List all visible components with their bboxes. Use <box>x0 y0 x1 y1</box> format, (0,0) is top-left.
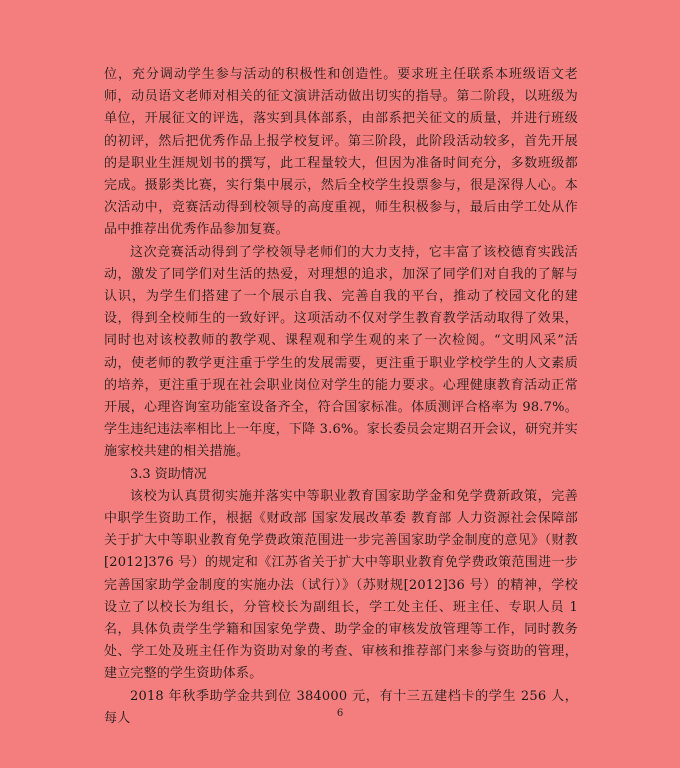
document-page <box>104 64 578 730</box>
section-heading-funding: 3.3 资助情况 <box>130 466 207 482</box>
paragraph-funding-amount: 2018 年秋季助学金共到位 384000 元，有十三五建档卡的学生 256 人，每人 <box>104 688 578 726</box>
page-number: 6 <box>336 708 344 719</box>
paragraph-activity-stages: 位，充分调动学生参与活动的积极性和创造性。要求班主任联系本班级语文老师，动员语文老师对相关的征文演讲活动做出切实的指导。第二阶段，以班级为单位，开展征文的评选，落实到具体部系，由部系把关征文的质量，并进行班级的初评，然后把优秀作品上报学校复评。第三阶段，此阶段活动较多，首先开展的是职业生涯规划书的撰写，此工程量较大，但因为准备时间充分，多数班级都完成。摄影类比赛，实行集中展示，然后全校学生投票参与，很是深得人心。本次活动中，竞赛活动得到校领导的高度重视，师生积极参与，最后由学工处从作品中推荐出优秀作品参加复赛。 <box>104 67 578 238</box>
paragraph-funding-policy: 该校为认真贯彻实施并落实中等职业教育国家助学金和免学费新政策，完善中职学生资助工作，根据《财政部 国家发展改革委 教育部 人力资源社会保障部关于扩大中等职业教育免学费政策范围进一步完善国家助学金制度的意见》（财教[2012]376 号）的规定和《江苏省关于扩大中等职业教育免学费政策范围进一步完善国家助学金制度的实施办法（试行）》（苏财规[2012]36 号）的精神，学校设立了以校长为组长，分管校长为副组长，学工处主任、班主任、专职人员 1 名，具体负责学生学籍和国家免学费、助学金的审核发放管理等工作，同时教务处、学工处及班主任作为资助对象的考查、审核和推荐部门来参与资助的管理，建立完整的学生资助体系。 <box>104 488 578 682</box>
paragraph-competition-results: 这次竞赛活动得到了学校领导老师们的大力支持，它丰富了该校德育实践活动，激发了同学们对生活的热爱，对理想的追求，加深了同学们对自我的了解与认识，为学生们搭建了一个展示自我、完善自我的平台，推动了校园文化的建设，得到全校师生的一致好评。这项活动不仅对学生教育教学活动取得了效果，同时也对该校教师的教学观、课程观和学生观的来了一次检阅。“文明风采”活动，使老师的教学更注重于学生的发展需要，更注重于职业学校学生的人文素质的培养，更注重于现在社会职业岗位对学生的能力要求。心理健康教育活动正常开展，心理咨询室功能室设备齐全，符合国家标准。体质测评合格率为 98.7%。学生违纪违法率相比上一年度，下降 3.6%。家长委员会定期召开会议，研究并实施家校共建的相关措施。 <box>104 244 578 460</box>
